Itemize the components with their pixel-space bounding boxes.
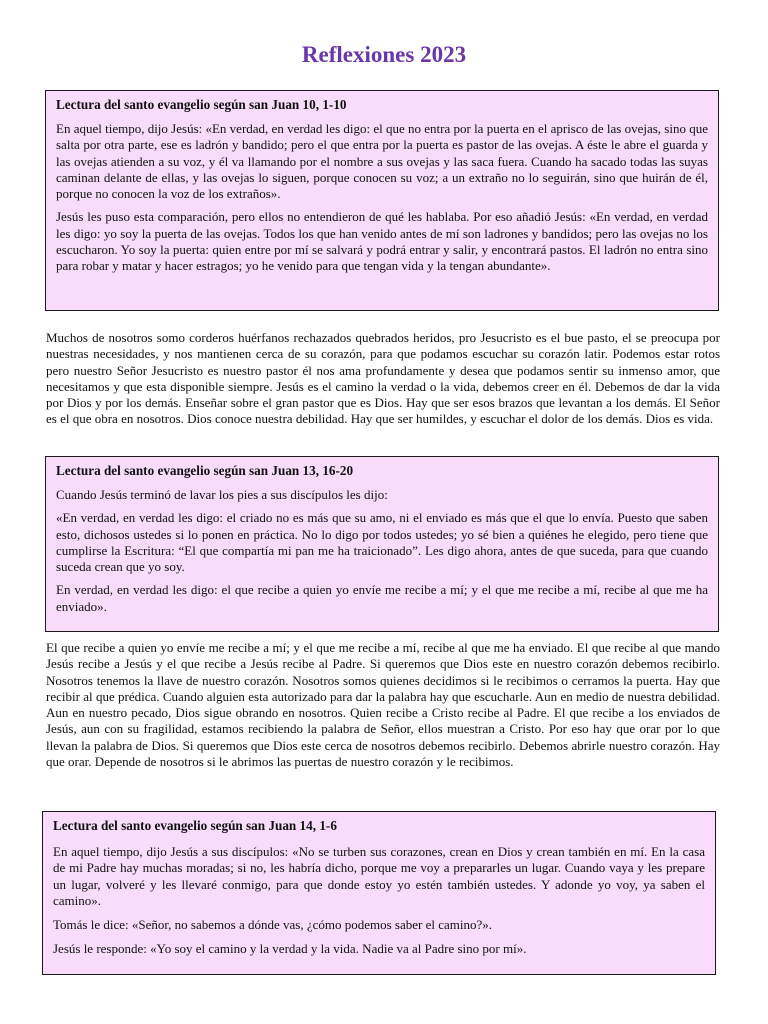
page-title: Reflexiones 2023: [301, 42, 467, 67]
reflection-paragraph: Muchos de nosotros somo corderos huérfanos rechazados quebrados heridos, pro Jesucristo es el bue pasto, el se preocupa por nuestras necesidades, y nos mantienen cerca de su corazón, para que podamos escuchar su corazón latir. Podemos estar rotos pero nuestro Señor Jesucristo es nuestro pastor él nos ama profundamente y desea que podamos sentir su inmenso amor, que necesitamos y que esta disponible siempre. Jesús es el camino la verdad o la vida, debemos creer en él. Debemos de dar la vida por Dios y por los demás. Enseñar sobre el gran pastor que es Dios. Hay que ser esos brazos que levantan a los demás. El Señor es el que obra en nosotros. Dios conoce nuestra debilidad. Hay que ser humildes, y escuchar el dolor de los demás. Dios es vida.: [46, 330, 720, 427]
reading-paragraph: En aquel tiempo, dijo Jesús: «En verdad, en verdad les digo: el que no entra por la puerta en el aprisco de las ovejas, sino que salta por otra parte, ese es ladrón y bandido; pero el que entra por la puerta es pastor de las ovejas. A éste le abre el guarda y las ovejas atienden a su voz, y él va llamando por el nombre a sus ovejas y las saca fuera. Cuando ha sacado todas las suyas caminan delante de ellas, y las ovejas lo siguen, porque conocen su voz; a un extraño no lo seguirán, sino que huirán de él, porque no conocen la voz de los extraños».: [56, 121, 708, 202]
reading-paragraph: En aquel tiempo, dijo Jesús a sus discípulos: «No se turben sus corazones, crean en Dios y crean también en mí. En la casa de mi Padre hay muchas moradas; si no, les habría dicho, porque me voy a prepararles un lugar. Cuando vaya y les prepare un lugar, volveré y les llevaré conmigo, para que donde estoy yo estén también ustedes. Y adonde yo voy, ya saben el camino».: [53, 844, 705, 908]
reading-heading: Lectura del santo evangelio según san Juan 13, 16-20: [56, 463, 354, 478]
reading-paragraph: En verdad, en verdad les digo: el que recibe a quien yo envíe me recibe a mí; y el que me recibe a mí, recibe al que me ha enviado».: [56, 582, 708, 614]
reading-paragraph: Jesús les puso esta comparación, pero ellos no entendieron de qué les hablaba. Por eso añadió Jesús: «En verdad, en verdad les digo: yo soy la puerta de las ovejas. Todos los que han venido antes de mí son ladrones y bandidos; pero las ovejas no los escucharon. Yo soy la puerta: quien entre por mí se salvará y podrá entrar y salir, y encontrará pastos. El ladrón no entra sino para robar y matar y hacer estragos; yo he venido para que tengan vida y la tengan abundante».: [56, 209, 708, 274]
reading-paragraph: Jesús le responde: «Yo soy el camino y la verdad y la vida. Nadie va al Padre sino por mí».: [53, 941, 527, 957]
reflection-paragraph: El que recibe a quien yo envíe me recibe a mí; y el que me recibe a mí, recibe al que me ha enviado. El que recibe al que mando Jesús recibe a Jesús y el que recibe a Jesús recibe al Padre. Si queremos que Dios este en nuestro corazón debemos recibirlo. Nosotros tenemos la llave de nuestro corazón. Nosotros somos quienes decidimos si le recibimos o cerramos la puerta. Hay que recibir al que prédica. Cuando alguien esta autorizado para dar la palabra hay que escucharle. Aun en medio de nuestra debilidad. Aun en nuestro pecado, Dios sigue obrando en nosotros. Quien recibe a Cristo recibe al Padre. El que recibe a los enviados de Jesús, aun con su fragilidad, estamos recibiendo la palabra de Señor, ellos muestran a Cristo. Por eso hay que orar por lo que llevan la palabra de Dios. Si queremos que Dios este cerca de nosotros debemos recibirlo. Debemos abrirle nuestro corazón. Hay que orar. Depende de nosotros si le abrimos las puertas de nuestro corazón y le recibimos.: [46, 640, 720, 770]
gospel-reading-box-juan-14: [42, 811, 716, 975]
reading-paragraph: Tomás le dice: «Señor, no sabemos a dónde vas, ¿cómo podemos saber el camino?».: [53, 917, 493, 933]
reading-paragraph: «En verdad, en verdad les digo: el criado no es más que su amo, ni el enviado es más que el que lo envía. Puesto que saben esto, dichosos ustedes si lo ponen en práctica. No lo digo por todos ustedes; yo sé bien a quiénes he elegido, pero tiene que cumplirse la Escritura: “El que compartía mi pan me ha traicionado”. Les digo ahora, antes de que suceda, para que cuando suceda crean que yo soy.: [56, 510, 708, 575]
gospel-reading-box-juan-10: [45, 90, 719, 311]
reading-paragraph: Cuando Jesús terminó de lavar los pies a sus discípulos les dijo:: [56, 487, 388, 502]
gospel-reading-box-juan-13: [45, 456, 719, 632]
reading-heading: Lectura del santo evangelio según san Juan 10, 1-10: [56, 97, 347, 112]
reading-heading: Lectura del santo evangelio según san Juan 14, 1-6: [53, 818, 337, 833]
